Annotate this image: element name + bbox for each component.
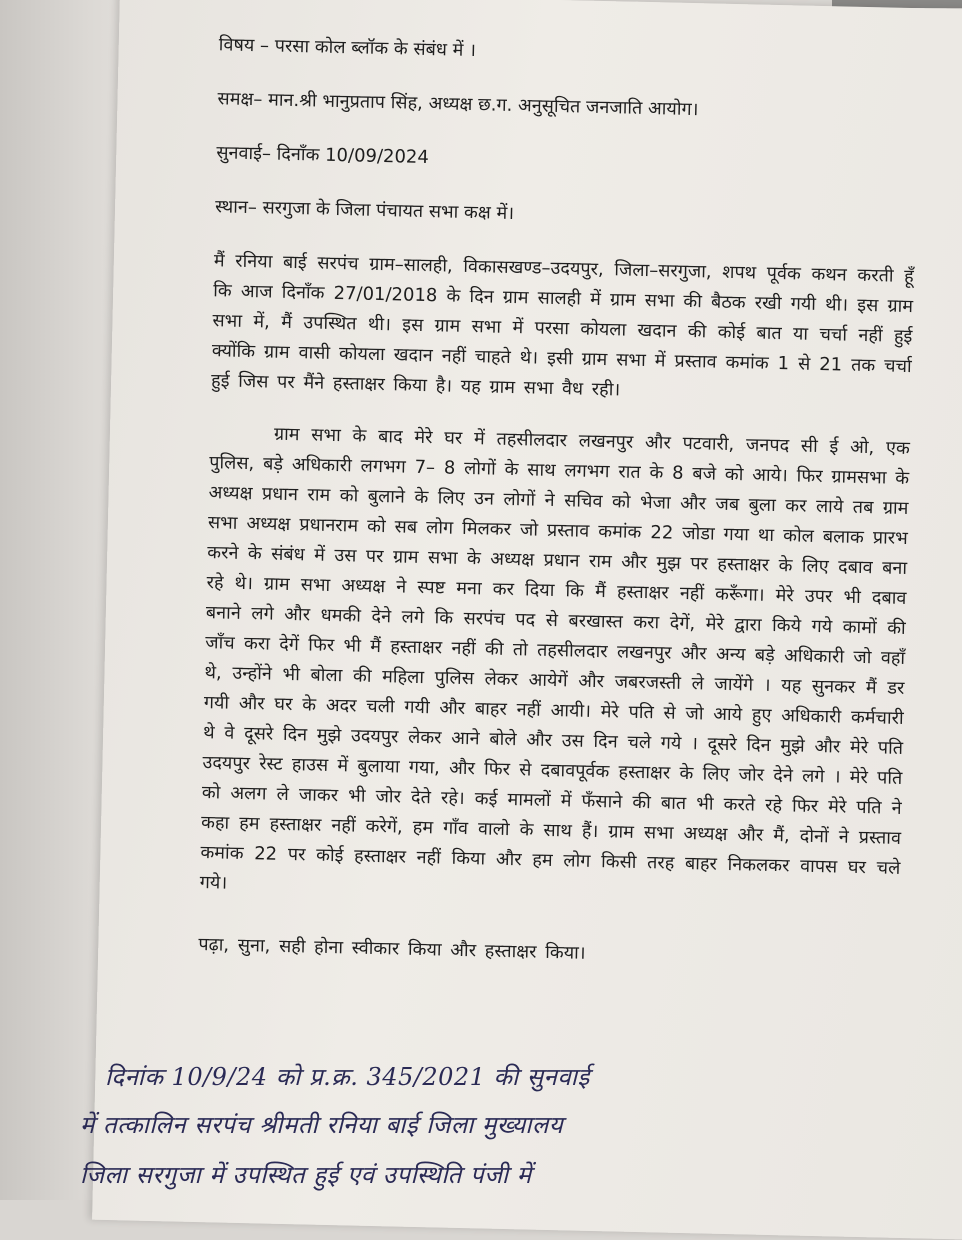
document-page [92,0,962,1240]
before-line: समक्ष– मान.श्री भानुप्रताप सिंह, अध्यक्ष छ.ग. अनुसूचित जनजाति आयोग। [217,88,699,121]
attestation-line: पढ़ा, सुना, सही होना स्वीकार किया और हस्ताक्षर किया। [198,934,586,964]
subject-line: विषय – परसा कोल ब्लॉक के संबंध में । [218,34,477,62]
statement-paragraph-2: ग्राम सभा के बाद मेरे घर में तहसीलदार लखनपुर और पटवारी, जनपद सी ई ओ, एक पुलिस, बड़े अधिकारी लगभग 7– 8 लोगों के साथ लगभग रात के 8 बजे को आये। फिर ग्रामसभा के अध्यक्ष प्रधान राम को बुलाने के लिए उन लोगों ने सचिव को भेजा और जब बुला कर लाये तब ग्राम सभा अध्यक्ष प्रधानराम को सब लोग मिलकर जो प्रस्ताव कमांक 22 जोडा गया था कोल बलाक प्रारभ करने के संबंध में उस पर ग्राम सभा के अध्यक्ष प्रधान राम और मुझ पर हस्ताक्षर के लिए दबाव बना रहे थे। ग्राम सभा अध्यक्ष ने स्पष्ट मना कर दिया कि मैं हस्ताक्षर नहीं करूँगा। मेरे उपर भी दबाव बनाने लगे और धमकी देने लगे कि सरपंच पद से बरखास्त करा देगें, मेरे द्वारा किये गये कामों की जाँच करा देगें फिर भी मैं हस्ताक्षर नहीं की तो तहसीलदार लखनपुर और अन्य बड़े अधिकारी जो वहाँ थे, उन्होंने भी बोला की महिला पुलिस लेकर आयेगें और जबरजस्ती ले जायेंगे । यह सुनकर मैं डर गयी और घर के अदर चली गयी और बाहर नहीं आयी। मेरे पति से जो आये हुए अधिकारी कर्मचारी थे वे दूसरे दिन मुझे उदयपुर लेकर आने बोले और उस दिन चले गये । दूसरे दिन मुझे और मेरे पति उदयपुर रेस्ट हाउस में बुलाया गया, और फिर से दबावपूर्वक हस्ताक्षर के लिए जोर देने लगे । मेरे पति को अलग ले जाकर भी जोर देते रहे। कई मामलों में फँसाने की बात भी करते रहे फिर मेरे पति ने कहा हम हस्ताक्षर नहीं करेगें, हम गाँव वालो के साथ हैं। ग्राम सभा अध्यक्ष और मैं, दोनों ने प्रस्ताव कमांक 22 पर कोई हस्ताक्षर नहीं किया और हम लोग किसी तरह बाहर निकलकर वापस घर चले गये। [199,423,911,894]
handwritten-line-3: जिला सरगुजा में उपस्थित हुई एवं उपस्थिति पंजी में [80,1161,532,1189]
typed-content [198,30,919,976]
handwritten-line-2: में तत्कालिन सरपंच श्रीमती रनिया बाई जिला मुख्यालय [80,1111,564,1139]
handwritten-line-1: दिनांक 10/9/24 को प्र.क्र. 345/2021 की सुनवाई [105,1063,590,1091]
hearing-date-line: सुनवाई– दिनाँक 10/09/2024 [216,142,430,169]
place-line: स्थान– सरगुजा के जिला पंचायत सभा कक्ष में। [214,196,515,224]
statement-paragraph-1: मैं रनिया बाई सरपंच ग्राम–सालही, विकासखण्ड–उदयपुर, जिला–सरगुजा, शपथ पूर्वक कथन करती हूँ कि आज दिनाँक 27/01/2018 के दिन ग्राम सालही में ग्राम सभा की बैठक रखी गयी थी। इस ग्राम सभा में, मैं उपस्थित थी। इस ग्राम सभा में परसा कोयला खदान की कोई बात या चर्चा नहीं हुई क्योंकि ग्राम वासी कोयला खदान नहीं चाहते थे। इसी ग्राम सभा में प्रस्ताव कमांक 1 से 21 तक चर्चा हुई जिस पर मैंने हस्ताक्षर किया है। यह ग्राम सभा वैध रही। [210,250,914,401]
